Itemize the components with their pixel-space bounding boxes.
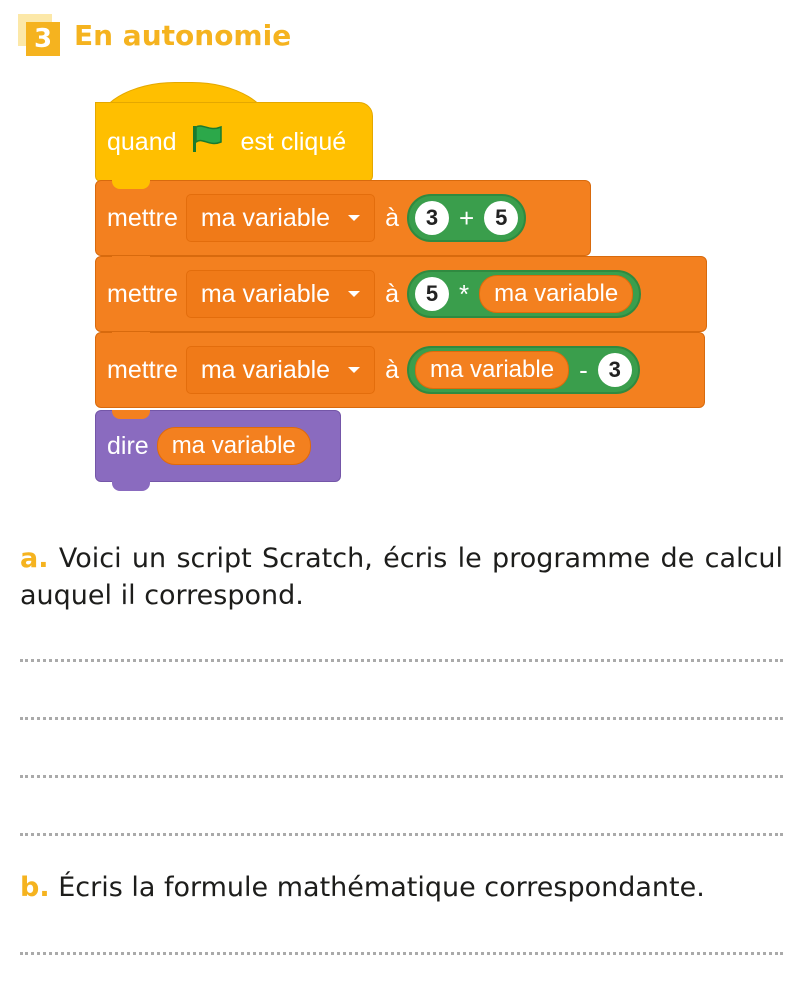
add-operator-block[interactable] — [407, 194, 526, 242]
answer-line[interactable] — [20, 717, 783, 720]
dropdown-value: ma variable — [200, 203, 331, 232]
exercise-number: 3 — [26, 22, 60, 56]
block-notch — [112, 410, 150, 419]
number-input[interactable]: 3 — [598, 353, 632, 387]
number-input[interactable]: 3 — [415, 201, 449, 235]
question-b-label: b. — [20, 872, 50, 903]
exercise-title: En autonomie — [74, 19, 292, 52]
say-label: dire — [107, 431, 149, 460]
to-label: à — [385, 355, 399, 384]
multiply-operator-block[interactable] — [407, 270, 641, 318]
say-block[interactable] — [95, 410, 341, 482]
set-variable-block-1[interactable] — [95, 180, 591, 256]
operator-symbol: * — [459, 278, 470, 309]
set-label: mettre — [107, 355, 178, 384]
question-a-label: a. — [20, 543, 49, 574]
variable-dropdown[interactable] — [186, 194, 375, 242]
set-variable-block-2[interactable] — [95, 256, 707, 332]
variable-dropdown[interactable] — [186, 270, 375, 318]
dropdown-value: ma variable — [200, 279, 331, 308]
question-a — [20, 540, 783, 614]
answer-line[interactable] — [20, 833, 783, 836]
operator-symbol: + — [459, 202, 475, 233]
hat-label-clicked: est cliqué — [240, 127, 347, 156]
subtract-operator-block[interactable] — [407, 346, 640, 394]
scratch-script — [95, 82, 715, 492]
block-notch — [112, 256, 150, 265]
question-b-text: Écris la formule mathématique correspondante. — [58, 872, 705, 903]
set-label: mettre — [107, 279, 178, 308]
block-notch — [112, 332, 150, 341]
green-flag-icon — [191, 124, 225, 161]
variable-reporter[interactable]: ma variable — [157, 427, 311, 465]
block-bottom-tab — [112, 481, 150, 491]
answer-line[interactable] — [20, 952, 783, 955]
answer-line[interactable] — [20, 659, 783, 662]
set-label: mettre — [107, 203, 178, 232]
to-label: à — [385, 203, 399, 232]
dropdown-arrow-icon — [348, 215, 360, 221]
to-label: à — [385, 279, 399, 308]
dropdown-value: ma variable — [200, 355, 331, 384]
operator-symbol: - — [579, 354, 588, 385]
number-input[interactable]: 5 — [484, 201, 518, 235]
block-notch — [112, 180, 150, 189]
answer-line[interactable] — [20, 775, 783, 778]
variable-reporter[interactable]: ma variable — [415, 351, 569, 389]
question-b — [20, 869, 705, 906]
question-a-text: Voici un script Scratch, écris le programme de calcul auquel il correspond. — [20, 543, 783, 611]
dropdown-arrow-icon — [348, 291, 360, 297]
set-variable-block-3[interactable] — [95, 332, 705, 408]
variable-dropdown[interactable] — [186, 346, 375, 394]
variable-reporter[interactable]: ma variable — [479, 275, 633, 313]
hat-label-when: quand — [107, 127, 177, 156]
number-input[interactable]: 5 — [415, 277, 449, 311]
dropdown-arrow-icon — [348, 367, 360, 373]
when-flag-clicked-block[interactable] — [95, 102, 373, 182]
